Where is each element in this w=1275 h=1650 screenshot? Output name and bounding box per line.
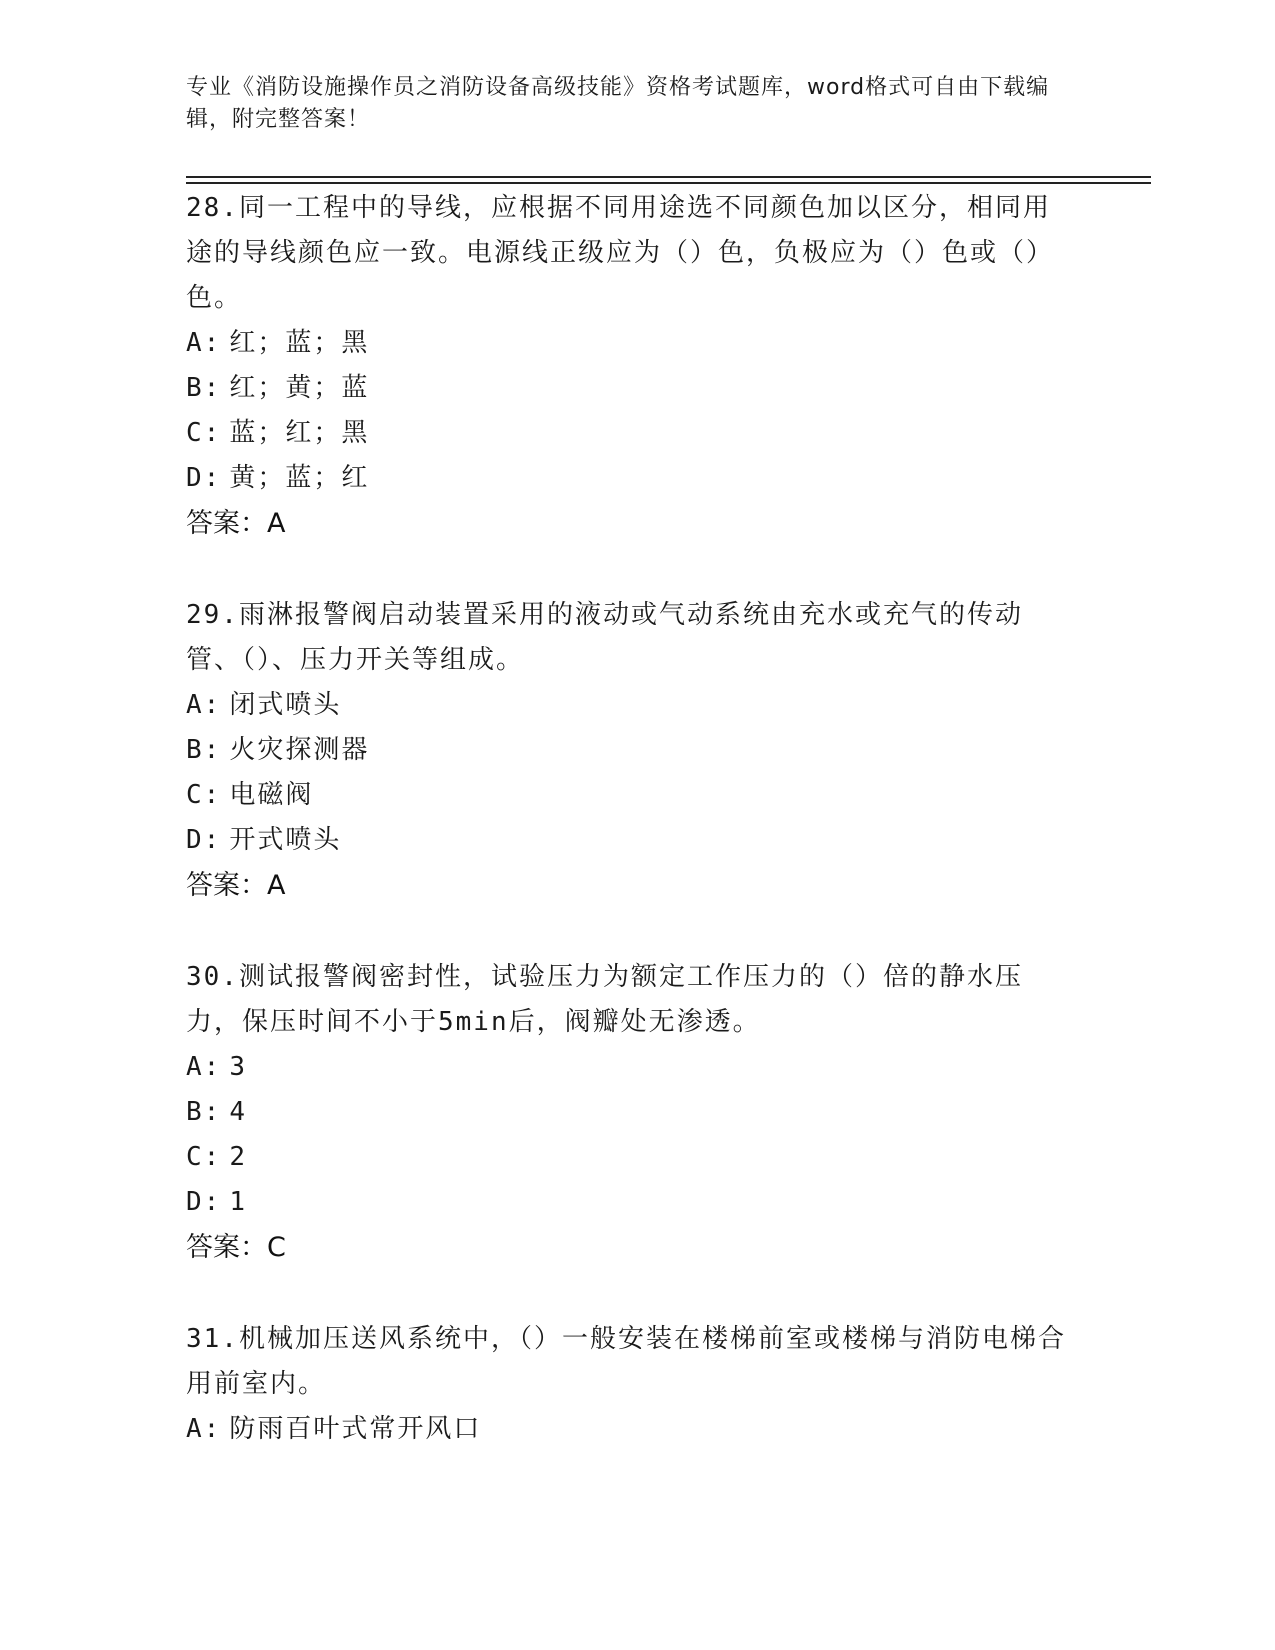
option-c <box>186 411 1076 456</box>
question-stem: 30.测试报警阀密封性，试验压力为额定工作压力的（）倍的静水压力，保压时间不小于5min后，阀瓣处无渗透。 <box>186 962 1023 1037</box>
answer-line <box>186 501 1076 547</box>
question-30 <box>186 955 1076 1271</box>
question-stem: 29.雨淋报警阀启动装置采用的液动或气动系统由充水或充气的传动管、（）、压力开关等组成。 <box>186 600 1023 675</box>
option-a <box>186 321 1076 366</box>
answer-label: 答案： <box>186 1232 267 1263</box>
option-text: 闭式喷头 <box>229 690 342 720</box>
option-b <box>186 728 1076 773</box>
option-text: 开式喷头 <box>229 825 342 855</box>
option-letter: A: <box>186 1052 222 1082</box>
option-text: 火灾探测器 <box>229 735 370 765</box>
question-28 <box>186 186 1076 547</box>
option-d <box>186 1180 1076 1225</box>
option-d <box>186 456 1076 501</box>
option-text: 黄；蓝；红 <box>229 463 370 493</box>
option-a <box>186 683 1076 728</box>
option-text: 3 <box>229 1052 247 1082</box>
option-c <box>186 773 1076 818</box>
option-text: 红；蓝；黑 <box>229 328 370 358</box>
question-31 <box>186 1317 1076 1452</box>
option-text: 4 <box>229 1097 247 1127</box>
document-header: 专业《消防设施操作员之消防设备高级技能》资格考试题库，word格式可自由下载编辑，附完整答案！ <box>186 75 1050 132</box>
option-text: 蓝；红；黑 <box>229 418 370 448</box>
option-a <box>186 1407 1076 1452</box>
option-b <box>186 1090 1076 1135</box>
option-a <box>186 1045 1076 1090</box>
answer-value: A <box>267 870 286 901</box>
answer-label: 答案： <box>186 870 267 901</box>
answer-value: A <box>267 508 286 539</box>
option-text: 电磁阀 <box>229 780 314 810</box>
header-rule-top <box>186 176 1151 178</box>
question-stem: 31.机械加压送风系统中，（）一般安装在楼梯前室或楼梯与消防电梯合用前室内。 <box>186 1324 1066 1399</box>
option-text: 红；黄；蓝 <box>229 373 370 403</box>
option-letter: D: <box>186 1187 222 1217</box>
question-list <box>186 186 1076 1452</box>
option-d <box>186 818 1076 863</box>
option-letter: A: <box>186 1414 222 1444</box>
option-letter: A: <box>186 690 222 720</box>
option-letter: C: <box>186 418 222 448</box>
answer-line <box>186 1225 1076 1271</box>
option-text: 1 <box>229 1187 247 1217</box>
option-letter: B: <box>186 1097 222 1127</box>
option-letter: C: <box>186 780 222 810</box>
option-letter: D: <box>186 463 222 493</box>
option-letter: D: <box>186 825 222 855</box>
answer-label: 答案： <box>186 508 267 539</box>
header-rule-bottom <box>186 182 1151 184</box>
option-letter: B: <box>186 735 222 765</box>
question-stem: 28.同一工程中的导线，应根据不同用途选不同颜色加以区分，相同用途的导线颜色应一致。电源线正级应为（）色，负极应为（）色或（）色。 <box>186 193 1055 313</box>
option-letter: C: <box>186 1142 222 1172</box>
answer-line <box>186 863 1076 909</box>
answer-value: C <box>267 1232 286 1263</box>
option-text: 2 <box>229 1142 247 1172</box>
option-c <box>186 1135 1076 1180</box>
option-text: 防雨百叶式常开风口 <box>229 1414 482 1444</box>
option-letter: B: <box>186 373 222 403</box>
option-b <box>186 366 1076 411</box>
question-29 <box>186 593 1076 909</box>
option-letter: A: <box>186 328 222 358</box>
